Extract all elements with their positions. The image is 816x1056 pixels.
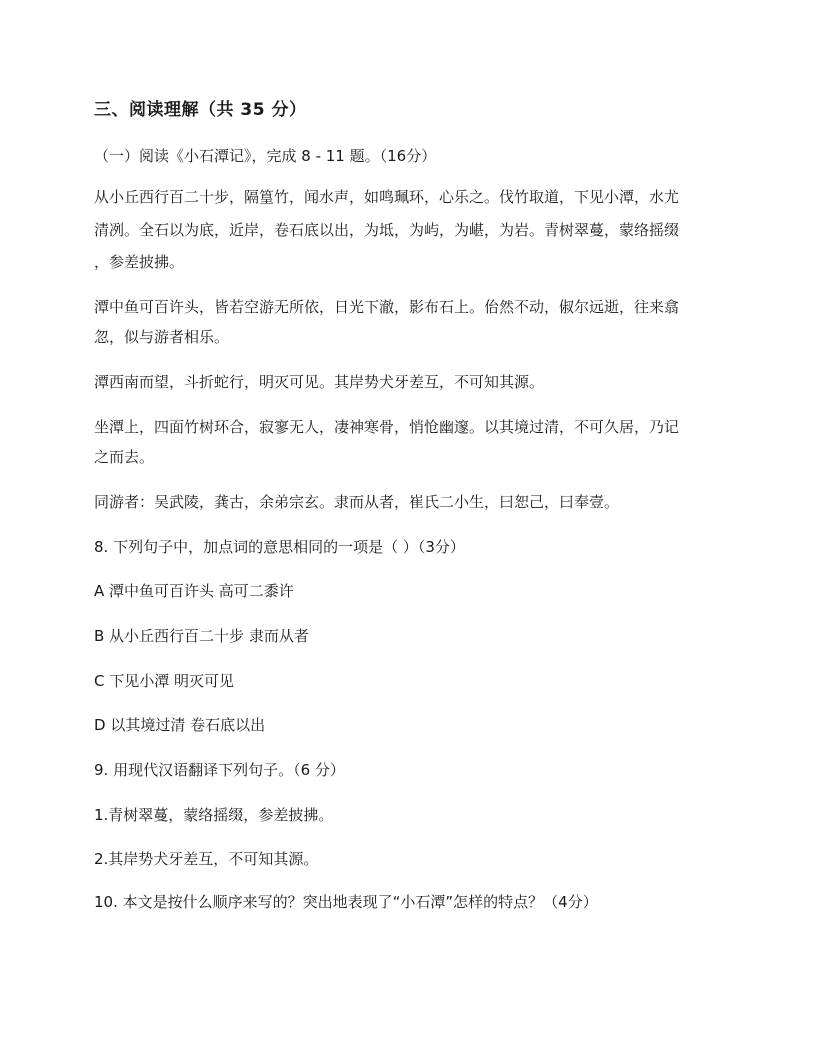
question-10-stem: 10. 本文是按什么顺序来写的？突出地表现了“小石潭”怎样的特点？（4分） — [94, 893, 598, 911]
passage-p4-line-1: 坐潭上，四面竹树环合，寂寥无人，凄神寒骨，悄怆幽邃。以其境过清，不可久居，乃记 — [94, 418, 680, 436]
passage-p1-line-3: ，参差披拂。 — [94, 253, 185, 271]
passage-p3-line-1: 潭西南而望，斗折蛇行，明灭可见。其岸势犬牙差互，不可知其源。 — [94, 373, 545, 391]
question-8-stem: 8. 下列句子中，加点词的意思相同的一项是（ ）（3分） — [94, 538, 465, 556]
passage-p2-line-2: 忽，似与游者相乐。 — [94, 328, 230, 346]
passage-p1-line-1: 从小丘西行百二十步，隔篁竹，闻水声，如鸣珮环，心乐之。伐竹取道，下见小潭，水尤 — [94, 188, 680, 206]
question-9-item-1: 1.青树翠蔓，蒙络摇缀，参差披拂。 — [94, 806, 334, 824]
question-9-stem: 9. 用现代汉语翻译下列句子。（6 分） — [94, 761, 345, 779]
passage-p2-line-1: 潭中鱼可百许头，皆若空游无所依，日光下澈，影布石上。佁然不动，俶尔远逝，往来翕 — [94, 298, 680, 316]
question-9-item-2: 2.其岸势犬牙差互，不可知其源。 — [94, 850, 319, 868]
question-8-option-c: C 下见小潭 明灭可见 — [94, 672, 235, 690]
passage-p5-line-1: 同游者：吴武陵，龚古，余弟宗玄。隶而从者，崔氏二小生，曰恕己，曰奉壹。 — [94, 493, 620, 511]
question-8-option-b: B 从小丘西行百二十步 隶而从者 — [94, 627, 309, 645]
section-title: 三、阅读理解（共 35 分） — [94, 100, 307, 120]
subsection-title: （一）阅读《小石潭记》，完成 8 - 11 题。（16分） — [94, 147, 437, 165]
passage-p4-line-2: 之而去。 — [94, 448, 155, 466]
question-8-option-a: A 潭中鱼可百许头 高可二黍许 — [94, 582, 294, 600]
question-8-option-d: D 以其境过清 卷石底以出 — [94, 716, 266, 734]
passage-p1-line-2: 清冽。全石以为底，近岸，卷石底以出，为坻，为屿，为嵁，为岩。青树翠蔓，蒙络摇缀 — [94, 221, 680, 239]
